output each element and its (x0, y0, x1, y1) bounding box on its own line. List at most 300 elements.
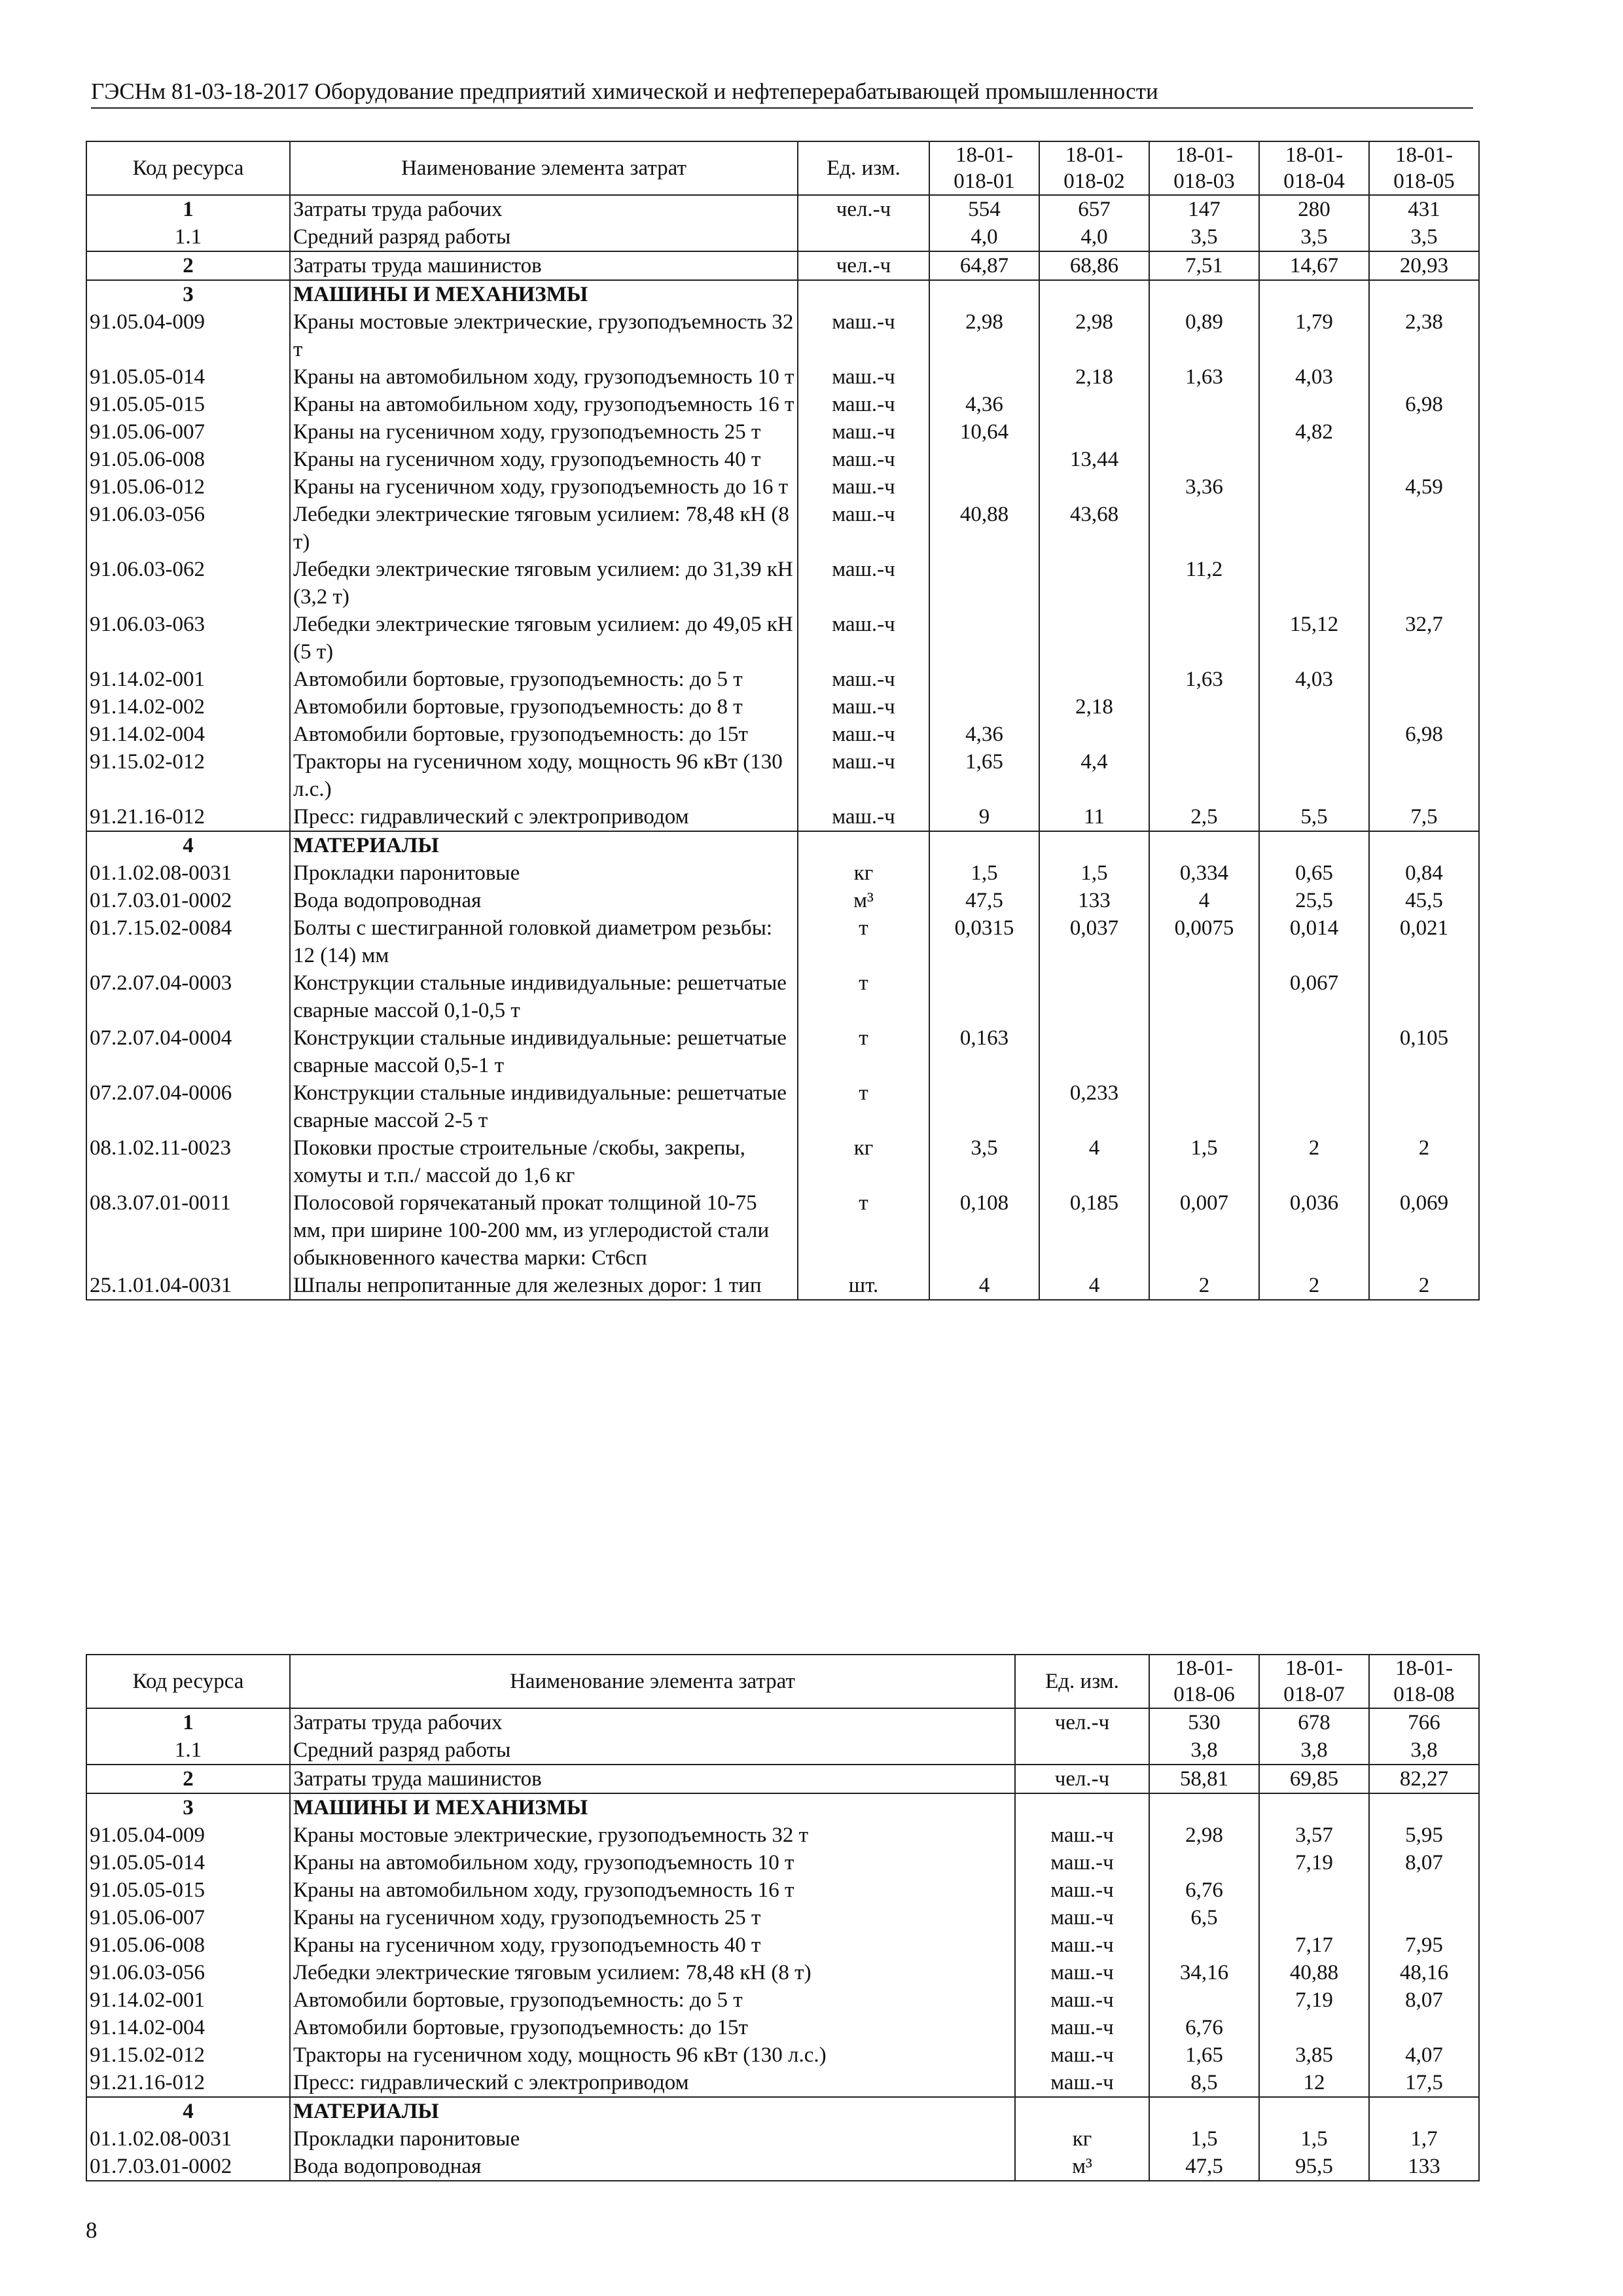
col-header-code: Код ресурса (86, 1655, 290, 1708)
unit-of-measure: чел.-ч (1015, 1765, 1149, 1793)
resource-code: 91.05.06-007 (86, 1904, 290, 1931)
norm-prefix: 18-01- (1285, 1657, 1343, 1680)
unit-of-measure: чел.-ч (798, 251, 929, 280)
resource-code: 91.06.03-063 (86, 611, 290, 666)
norm-value: 34,16 (1149, 1959, 1259, 1986)
resource-code: 91.14.02-001 (86, 1986, 290, 2014)
norm-value (1369, 666, 1479, 693)
table-row (86, 1959, 1479, 1986)
norm-value (929, 1079, 1039, 1134)
norm-prefix: 18-01- (1395, 1657, 1453, 1680)
table-row (86, 1931, 1479, 1959)
unit-of-measure: шт. (798, 1272, 929, 1300)
norm-value: 2 (1369, 1272, 1479, 1300)
table-row (86, 859, 1479, 887)
unit-of-measure (1015, 1793, 1149, 1821)
norm-value: 25,5 (1259, 887, 1369, 914)
norm-value: 4,03 (1259, 666, 1369, 693)
unit-of-measure: маш.-ч (798, 501, 929, 556)
unit-of-measure: маш.-ч (798, 473, 929, 501)
resource-code: 91.05.04-009 (86, 308, 290, 363)
norm-value (1259, 1024, 1369, 1079)
norm-value: 554 (929, 195, 1039, 223)
norm-value: 0,0315 (929, 914, 1039, 969)
norm-value: 4 (929, 1272, 1039, 1300)
norm-suffix: 018-04 (1283, 170, 1345, 193)
norm-value: 0,84 (1369, 859, 1479, 887)
norm-value (1369, 418, 1479, 446)
norm-value: 7,5 (1369, 803, 1479, 831)
resource-code: 91.05.05-015 (86, 391, 290, 418)
resource-code: 1 (86, 195, 290, 223)
norm-suffix: 018-01 (954, 170, 1015, 193)
norm-value: 0,067 (1259, 969, 1369, 1024)
unit-of-measure: т (798, 1189, 929, 1272)
norm-value: 68,86 (1039, 251, 1149, 280)
cost-element-name: Болты с шестигранной головкой диаметром резьбы: 12 (14) мм (290, 914, 798, 969)
cost-element-name: Краны на гусеничном ходу, грузоподъемность 40 т (290, 1931, 1015, 1959)
norm-value: 4,0 (1039, 223, 1149, 251)
norm-value: 657 (1039, 195, 1149, 223)
cost-element-name: Конструкции стальные индивидуальные: решетчатые сварные массой 0,1-0,5 т (290, 969, 798, 1024)
norm-value (1259, 748, 1369, 803)
cost-element-name: Автомобили бортовые, грузоподъемность: до 5 т (290, 1986, 1015, 2014)
table-row (86, 223, 1479, 251)
norm-value: 4 (1039, 1134, 1149, 1189)
resource-code: 91.05.04-009 (86, 1821, 290, 1849)
table-row (86, 195, 1479, 223)
cost-element-name: Затраты труда машинистов (290, 1765, 1015, 1793)
cost-element-name: Вода водопроводная (290, 887, 798, 914)
norm-value: 3,57 (1259, 1821, 1369, 1849)
norm-value (1149, 969, 1259, 1024)
norm-value: 2,98 (1149, 1821, 1259, 1849)
norm-value (1259, 391, 1369, 418)
norm-value: 2,38 (1369, 308, 1479, 363)
norm-value: 1,79 (1259, 308, 1369, 363)
resource-code: 91.05.06-007 (86, 418, 290, 446)
resource-code: 1 (86, 1708, 290, 1736)
table-row (86, 887, 1479, 914)
norm-value (1259, 1876, 1369, 1904)
table-row (86, 1793, 1479, 1821)
norm-value (929, 280, 1039, 308)
table-row (86, 1986, 1479, 2014)
norm-value: 3,85 (1259, 2041, 1369, 2069)
norm-value (1039, 418, 1149, 446)
norm-value (1149, 611, 1259, 666)
section-heading: МАШИНЫ И МЕХАНИЗМЫ (290, 280, 798, 308)
resource-code: 91.15.02-012 (86, 2041, 290, 2069)
col-header-norm-018-03 (1149, 141, 1259, 195)
norm-value: 2 (1369, 1134, 1479, 1189)
resource-code: 01.1.02.08-0031 (86, 2125, 290, 2153)
norm-value: 0,007 (1149, 1189, 1259, 1272)
norm-value: 10,64 (929, 418, 1039, 446)
norm-prefix: 18-01- (1175, 1657, 1233, 1680)
norm-value: 4,07 (1369, 2041, 1479, 2069)
norm-value: 0,037 (1039, 914, 1149, 969)
resource-code: 01.1.02.08-0031 (86, 859, 290, 887)
norm-value (929, 556, 1039, 611)
norm-value: 1,65 (929, 748, 1039, 803)
norm-value: 7,17 (1259, 1931, 1369, 1959)
norm-value (1259, 446, 1369, 473)
cost-element-name: Краны на автомобильном ходу, грузоподъемность 16 т (290, 1876, 1015, 1904)
resource-code: 3 (86, 280, 290, 308)
table-row (86, 611, 1479, 666)
unit-of-measure: м³ (798, 887, 929, 914)
cost-element-name: Затраты труда рабочих (290, 1708, 1015, 1736)
table-row (86, 1821, 1479, 1849)
norm-value (929, 363, 1039, 391)
norm-value: 9 (929, 803, 1039, 831)
norm-value: 0,069 (1369, 1189, 1479, 1272)
norm-value: 40,88 (1259, 1959, 1369, 1986)
unit-of-measure: чел.-ч (1015, 1708, 1149, 1736)
norm-value: 3,8 (1149, 1736, 1259, 1765)
resource-code: 07.2.07.04-0006 (86, 1079, 290, 1134)
document-title: ГЭСНм 81-03-18-2017 Оборудование предприятий химической и нефтеперерабатывающей промышленности (91, 79, 1158, 104)
table-row (86, 1272, 1479, 1300)
cost-element-name: Краны на автомобильном ходу, грузоподъемность 16 т (290, 391, 798, 418)
unit-of-measure (1015, 2097, 1149, 2125)
resource-code: 3 (86, 1793, 290, 1821)
cost-element-name: Краны на автомобильном ходу, грузоподъемность 10 т (290, 1849, 1015, 1876)
table-row (86, 721, 1479, 748)
unit-of-measure: маш.-ч (798, 363, 929, 391)
cost-element-name: Пресс: гидравлический с электроприводом (290, 803, 798, 831)
resource-code: 2 (86, 251, 290, 280)
norm-suffix: 018-05 (1393, 170, 1455, 193)
norm-value (1369, 969, 1479, 1024)
norm-value: 7,19 (1259, 1849, 1369, 1876)
norm-value: 1,5 (1259, 2125, 1369, 2153)
unit-of-measure: маш.-ч (798, 693, 929, 721)
norm-value (1369, 831, 1479, 859)
norm-value (1149, 280, 1259, 308)
norm-value (929, 693, 1039, 721)
resource-code: 4 (86, 831, 290, 859)
resource-code: 91.05.05-014 (86, 363, 290, 391)
norm-value: 133 (1369, 2153, 1479, 2181)
norm-prefix: 18-01- (1395, 143, 1453, 167)
cost-element-name: Краны мостовые электрические, грузоподъемность 32 т (290, 1821, 1015, 1849)
resource-table-2 (86, 1654, 1480, 2181)
norm-value (1039, 831, 1149, 859)
norm-value (1039, 721, 1149, 748)
norm-value: 2,18 (1039, 693, 1149, 721)
norm-value: 58,81 (1149, 1765, 1259, 1793)
unit-of-measure: кг (1015, 2125, 1149, 2153)
norm-value: 6,76 (1149, 1876, 1259, 1904)
norm-value: 7,51 (1149, 251, 1259, 280)
section-heading: МАТЕРИАЛЫ (290, 2097, 1015, 2125)
norm-value: 64,87 (929, 251, 1039, 280)
norm-value: 95,5 (1259, 2153, 1369, 2181)
table-body (86, 195, 1479, 1300)
norm-value (1369, 2097, 1479, 2125)
table-row (86, 2069, 1479, 2097)
norm-value: 0,105 (1369, 1024, 1479, 1079)
unit-of-measure: маш.-ч (798, 803, 929, 831)
norm-suffix: 018-08 (1393, 1683, 1455, 1706)
norm-value (929, 831, 1039, 859)
norm-value (1369, 748, 1479, 803)
norm-value: 6,76 (1149, 2014, 1259, 2041)
norm-value: 0,233 (1039, 1079, 1149, 1134)
resource-code: 08.3.07.01-0011 (86, 1189, 290, 1272)
running-header (91, 77, 1473, 109)
norm-suffix: 018-02 (1063, 170, 1125, 193)
unit-of-measure: чел.-ч (798, 195, 929, 223)
table-row (86, 914, 1479, 969)
table-row (86, 446, 1479, 473)
norm-value: 0,014 (1259, 914, 1369, 969)
resource-code: 1.1 (86, 1736, 290, 1765)
norm-value: 11,2 (1149, 556, 1259, 611)
norm-value: 69,85 (1259, 1765, 1369, 1793)
unit-of-measure: маш.-ч (798, 721, 929, 748)
unit-of-measure: маш.-ч (1015, 1959, 1149, 1986)
section-heading: МАТЕРИАЛЫ (290, 831, 798, 859)
norm-value: 3,5 (1149, 223, 1259, 251)
cost-element-name: Средний разряд работы (290, 223, 798, 251)
norm-value: 4,0 (929, 223, 1039, 251)
norm-value (1369, 501, 1479, 556)
cost-element-name: Краны на гусеничном ходу, грузоподъемность 25 т (290, 418, 798, 446)
norm-value (1039, 391, 1149, 418)
unit-of-measure (798, 831, 929, 859)
table-row (86, 1024, 1479, 1079)
norm-value: 8,07 (1369, 1849, 1479, 1876)
cost-element-name: Шпалы непропитанные для железных дорог: 1 тип (290, 1272, 798, 1300)
norm-value: 43,68 (1039, 501, 1149, 556)
norm-value: 0,89 (1149, 308, 1259, 363)
table-row (86, 1079, 1479, 1134)
norm-value: 1,5 (1149, 2125, 1259, 2153)
resource-code: 07.2.07.04-0004 (86, 1024, 290, 1079)
cost-element-name: Лебедки электрические тяговым усилием: 78,48 кН (8 т) (290, 1959, 1015, 1986)
norm-value: 147 (1149, 195, 1259, 223)
norm-suffix: 018-03 (1173, 170, 1235, 193)
page-number: 8 (86, 2217, 98, 2243)
norm-value (1259, 1079, 1369, 1134)
unit-of-measure: кг (798, 1134, 929, 1189)
norm-value: 678 (1259, 1708, 1369, 1736)
resource-code: 91.14.02-004 (86, 2014, 290, 2041)
norm-value (1149, 2097, 1259, 2125)
norm-value: 12 (1259, 2069, 1369, 2097)
cost-element-name: Краны на гусеничном ходу, грузоподъемность 40 т (290, 446, 798, 473)
norm-value: 48,16 (1369, 1959, 1479, 1986)
table-row (86, 473, 1479, 501)
norm-value (1149, 391, 1259, 418)
norm-value (1369, 446, 1479, 473)
norm-value: 47,5 (929, 887, 1039, 914)
norm-value (1259, 831, 1369, 859)
col-header-norm-018-06 (1149, 1655, 1259, 1708)
norm-value (1369, 1904, 1479, 1931)
norm-value: 1,5 (1149, 1134, 1259, 1189)
unit-of-measure: маш.-ч (1015, 2014, 1149, 2041)
norm-value (1149, 1986, 1259, 2014)
norm-prefix: 18-01- (1065, 143, 1123, 167)
resource-code: 91.06.03-056 (86, 501, 290, 556)
norm-value: 5,95 (1369, 1821, 1479, 1849)
unit-of-measure: т (798, 1079, 929, 1134)
unit-of-measure (1015, 1736, 1149, 1765)
norm-value (1149, 721, 1259, 748)
unit-of-measure: маш.-ч (798, 611, 929, 666)
resource-table-1 (86, 141, 1480, 1300)
norm-value (1369, 280, 1479, 308)
resource-code: 91.05.05-015 (86, 1876, 290, 1904)
norm-value: 4,59 (1369, 473, 1479, 501)
norm-value (1149, 748, 1259, 803)
table-row (86, 363, 1479, 391)
norm-prefix: 18-01- (955, 143, 1013, 167)
unit-of-measure: маш.-ч (1015, 1821, 1149, 1849)
unit-of-measure: маш.-ч (1015, 2069, 1149, 2097)
col-header-unit: Ед. изм. (798, 141, 929, 195)
section-heading: МАШИНЫ И МЕХАНИЗМЫ (290, 1793, 1015, 1821)
table-row (86, 2153, 1479, 2181)
col-header-norm-018-02 (1039, 141, 1149, 195)
resource-code: 4 (86, 2097, 290, 2125)
norm-value: 0,0075 (1149, 914, 1259, 969)
unit-of-measure: маш.-ч (798, 418, 929, 446)
norm-value: 8,5 (1149, 2069, 1259, 2097)
cost-element-name: Автомобили бортовые, грузоподъемность: до 15т (290, 721, 798, 748)
cost-element-name: Конструкции стальные индивидуальные: решетчатые сварные массой 2-5 т (290, 1079, 798, 1134)
table-row (86, 2097, 1479, 2125)
unit-of-measure: маш.-ч (798, 391, 929, 418)
unit-of-measure: м³ (1015, 2153, 1149, 2181)
norm-value: 11 (1039, 803, 1149, 831)
norm-value: 0,021 (1369, 914, 1479, 969)
resource-code: 01.7.03.01-0002 (86, 2153, 290, 2181)
cost-element-name: Вода водопроводная (290, 2153, 1015, 2181)
norm-value (1369, 2014, 1479, 2041)
norm-value: 1,5 (1039, 859, 1149, 887)
norm-value (1259, 721, 1369, 748)
norm-value (1259, 1793, 1369, 1821)
norm-value: 0,163 (929, 1024, 1039, 1079)
norm-value: 82,27 (1369, 1765, 1479, 1793)
norm-value: 6,98 (1369, 391, 1479, 418)
norm-value: 766 (1369, 1708, 1479, 1736)
col-header-norm-018-01 (929, 141, 1039, 195)
norm-value: 6,98 (1369, 721, 1479, 748)
table-row (86, 556, 1479, 611)
norm-value: 2 (1259, 1272, 1369, 1300)
norm-value: 7,19 (1259, 1986, 1369, 2014)
cost-element-name: Средний разряд работы (290, 1736, 1015, 1765)
cost-element-name: Тракторы на гусеничном ходу, мощность 96 кВт (130 л.с.) (290, 2041, 1015, 2069)
norm-value: 47,5 (1149, 2153, 1259, 2181)
norm-value: 4 (1039, 1272, 1149, 1300)
norm-value (1369, 556, 1479, 611)
norm-value (1149, 418, 1259, 446)
table-row (86, 748, 1479, 803)
cost-element-name: Лебедки электрические тяговым усилием: до 49,05 кН (5 т) (290, 611, 798, 666)
resource-code: 2 (86, 1765, 290, 1793)
norm-value (1259, 280, 1369, 308)
norm-value (1259, 501, 1369, 556)
table-row (86, 391, 1479, 418)
norm-value: 14,67 (1259, 251, 1369, 280)
norm-value: 1,63 (1149, 666, 1259, 693)
resource-code: 91.14.02-001 (86, 666, 290, 693)
resource-code: 91.21.16-012 (86, 803, 290, 831)
unit-of-measure: маш.-ч (1015, 1931, 1149, 1959)
table-row (86, 251, 1479, 280)
unit-of-measure: маш.-ч (1015, 1876, 1149, 1904)
norm-value: 2,18 (1039, 363, 1149, 391)
table-row (86, 2125, 1479, 2153)
unit-of-measure: кг (798, 859, 929, 887)
resource-code: 91.05.05-014 (86, 1849, 290, 1876)
col-header-norm-018-05 (1369, 141, 1479, 195)
norm-value: 2,5 (1149, 803, 1259, 831)
cost-element-name: Поковки простые строительные /скобы, закрепы, хомуты и т.п./ массой до 1,6 кг (290, 1134, 798, 1189)
table-row (86, 308, 1479, 363)
cost-element-name: Лебедки электрические тяговым усилием: до 31,39 кН (3,2 т) (290, 556, 798, 611)
unit-of-measure: маш.-ч (1015, 1849, 1149, 1876)
norm-value: 280 (1259, 195, 1369, 223)
norm-value: 3,5 (1369, 223, 1479, 251)
col-header-norm-018-07 (1259, 1655, 1369, 1708)
norm-value (929, 666, 1039, 693)
norm-value (1149, 1079, 1259, 1134)
cost-element-name: Краны мостовые электрические, грузоподъемность 32 т (290, 308, 798, 363)
norm-value: 0,036 (1259, 1189, 1369, 1272)
norm-value: 8,07 (1369, 1986, 1479, 2014)
norm-value (1149, 1793, 1259, 1821)
norm-value: 4,4 (1039, 748, 1149, 803)
norm-value (1149, 1931, 1259, 1959)
table-header-row (86, 141, 1479, 195)
resource-code: 91.21.16-012 (86, 2069, 290, 2097)
norm-value (1039, 611, 1149, 666)
table-row (86, 2041, 1479, 2069)
norm-value: 0,108 (929, 1189, 1039, 1272)
resource-code: 91.05.06-012 (86, 473, 290, 501)
norm-value: 2 (1259, 1134, 1369, 1189)
norm-prefix: 18-01- (1175, 143, 1233, 167)
norm-suffix: 018-06 (1173, 1683, 1235, 1706)
table-row (86, 1708, 1479, 1736)
col-header-norm-018-08 (1369, 1655, 1479, 1708)
norm-value (929, 473, 1039, 501)
norm-value (1149, 693, 1259, 721)
cost-element-name: Краны на автомобильном ходу, грузоподъемность 10 т (290, 363, 798, 391)
cost-element-name: Автомобили бортовые, грузоподъемность: до 8 т (290, 693, 798, 721)
cost-element-name: Краны на гусеничном ходу, грузоподъемность 25 т (290, 1904, 1015, 1931)
unit-of-measure: маш.-ч (798, 556, 929, 611)
col-header-name: Наименование элемента затрат (290, 141, 798, 195)
col-header-norm-018-04 (1259, 141, 1369, 195)
unit-of-measure (798, 223, 929, 251)
norm-value: 3,36 (1149, 473, 1259, 501)
col-header-unit: Ед. изм. (1015, 1655, 1149, 1708)
cost-element-name: Полосовой горячекатаный прокат толщиной 10-75 мм, при ширине 100-200 мм, из углеродистой стали обыкновенного качества марки: Ст6сп (290, 1189, 798, 1272)
norm-value: 3,8 (1369, 1736, 1479, 1765)
norm-value (1039, 666, 1149, 693)
norm-value: 4 (1149, 887, 1259, 914)
norm-value: 1,63 (1149, 363, 1259, 391)
